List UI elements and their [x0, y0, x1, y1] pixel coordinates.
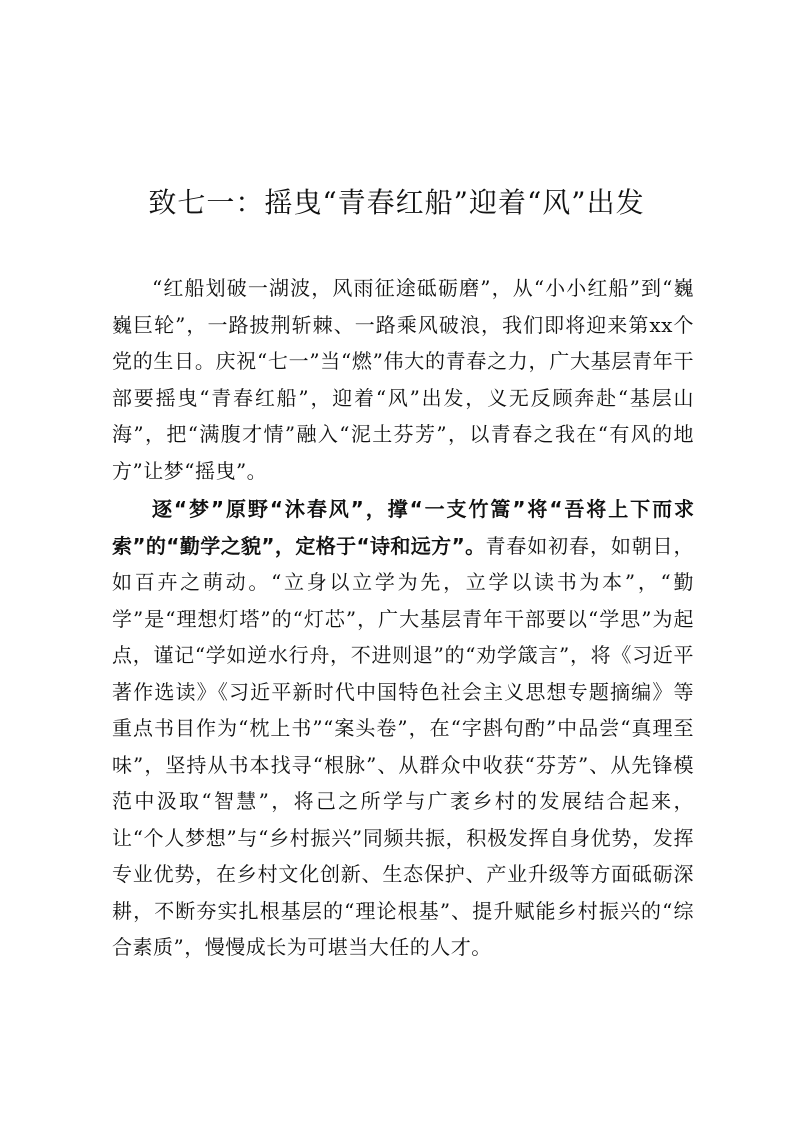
document-title: 致七一：摇曳“青春红船”迎着“风”出发 [148, 186, 645, 219]
paragraph-1 [112, 270, 694, 489]
paragraph-2-lead: 逐“梦”原野“沐春风”，撑“一支竹篙”将“吾将上下而求索”的“勤学之貌”，定格于“诗和远方”。 [112, 497, 694, 558]
document-body [112, 270, 694, 966]
paragraph-2 [112, 491, 694, 966]
paragraph-1-text: “红船划破一湖波，风雨征途砥砺磨”，从“小小红船”到“巍巍巨轮”，一路披荆斩棘、一路乘风破浪，我们即将迎来第xx个党的生日。庆祝“七一”当“燃”伟大的青春之力，广大基层青年干部要摇曳“青春红船”，迎着“风”出发，义无反顾奔赴“基层山海”，把“满腹才情”融入“泥土芬芳”，以青春之我在“有风的地方”让梦“摇曳”。 [112, 276, 694, 483]
paragraph-2-text: 青春如初春，如朝日，如百卉之萌动。“立身以立学为先，立学以读书为本”，“勤学”是“理想灯塔”的“灯芯”，广大基层青年干部要以“学思”为起点，谨记“学如逆水行舟，不进则退”的“劝学箴言”，将《习近平著作选读》《习近平新时代中国特色社会主义思想专题摘编》等重点书目作为“枕上书”“案头卷”，在“字斟句酌”中品尝“真理至味”，坚持从书本找寻“根脉”、从群众中收获“芬芳”、从先锋模范中汲取“智慧”，将己之所学与广袤乡村的发展结合起来，让“个人梦想”与“乡村振兴”同频共振，积极发挥自身优势，发挥专业优势，在乡村文化创新、生态保护、产业升级等方面砥砺深耕，不断夯实扎根基层的“理论根基”、提升赋能乡村振兴的“综合素质”，慢慢成长为可堪当大任的人才。 [112, 533, 694, 959]
